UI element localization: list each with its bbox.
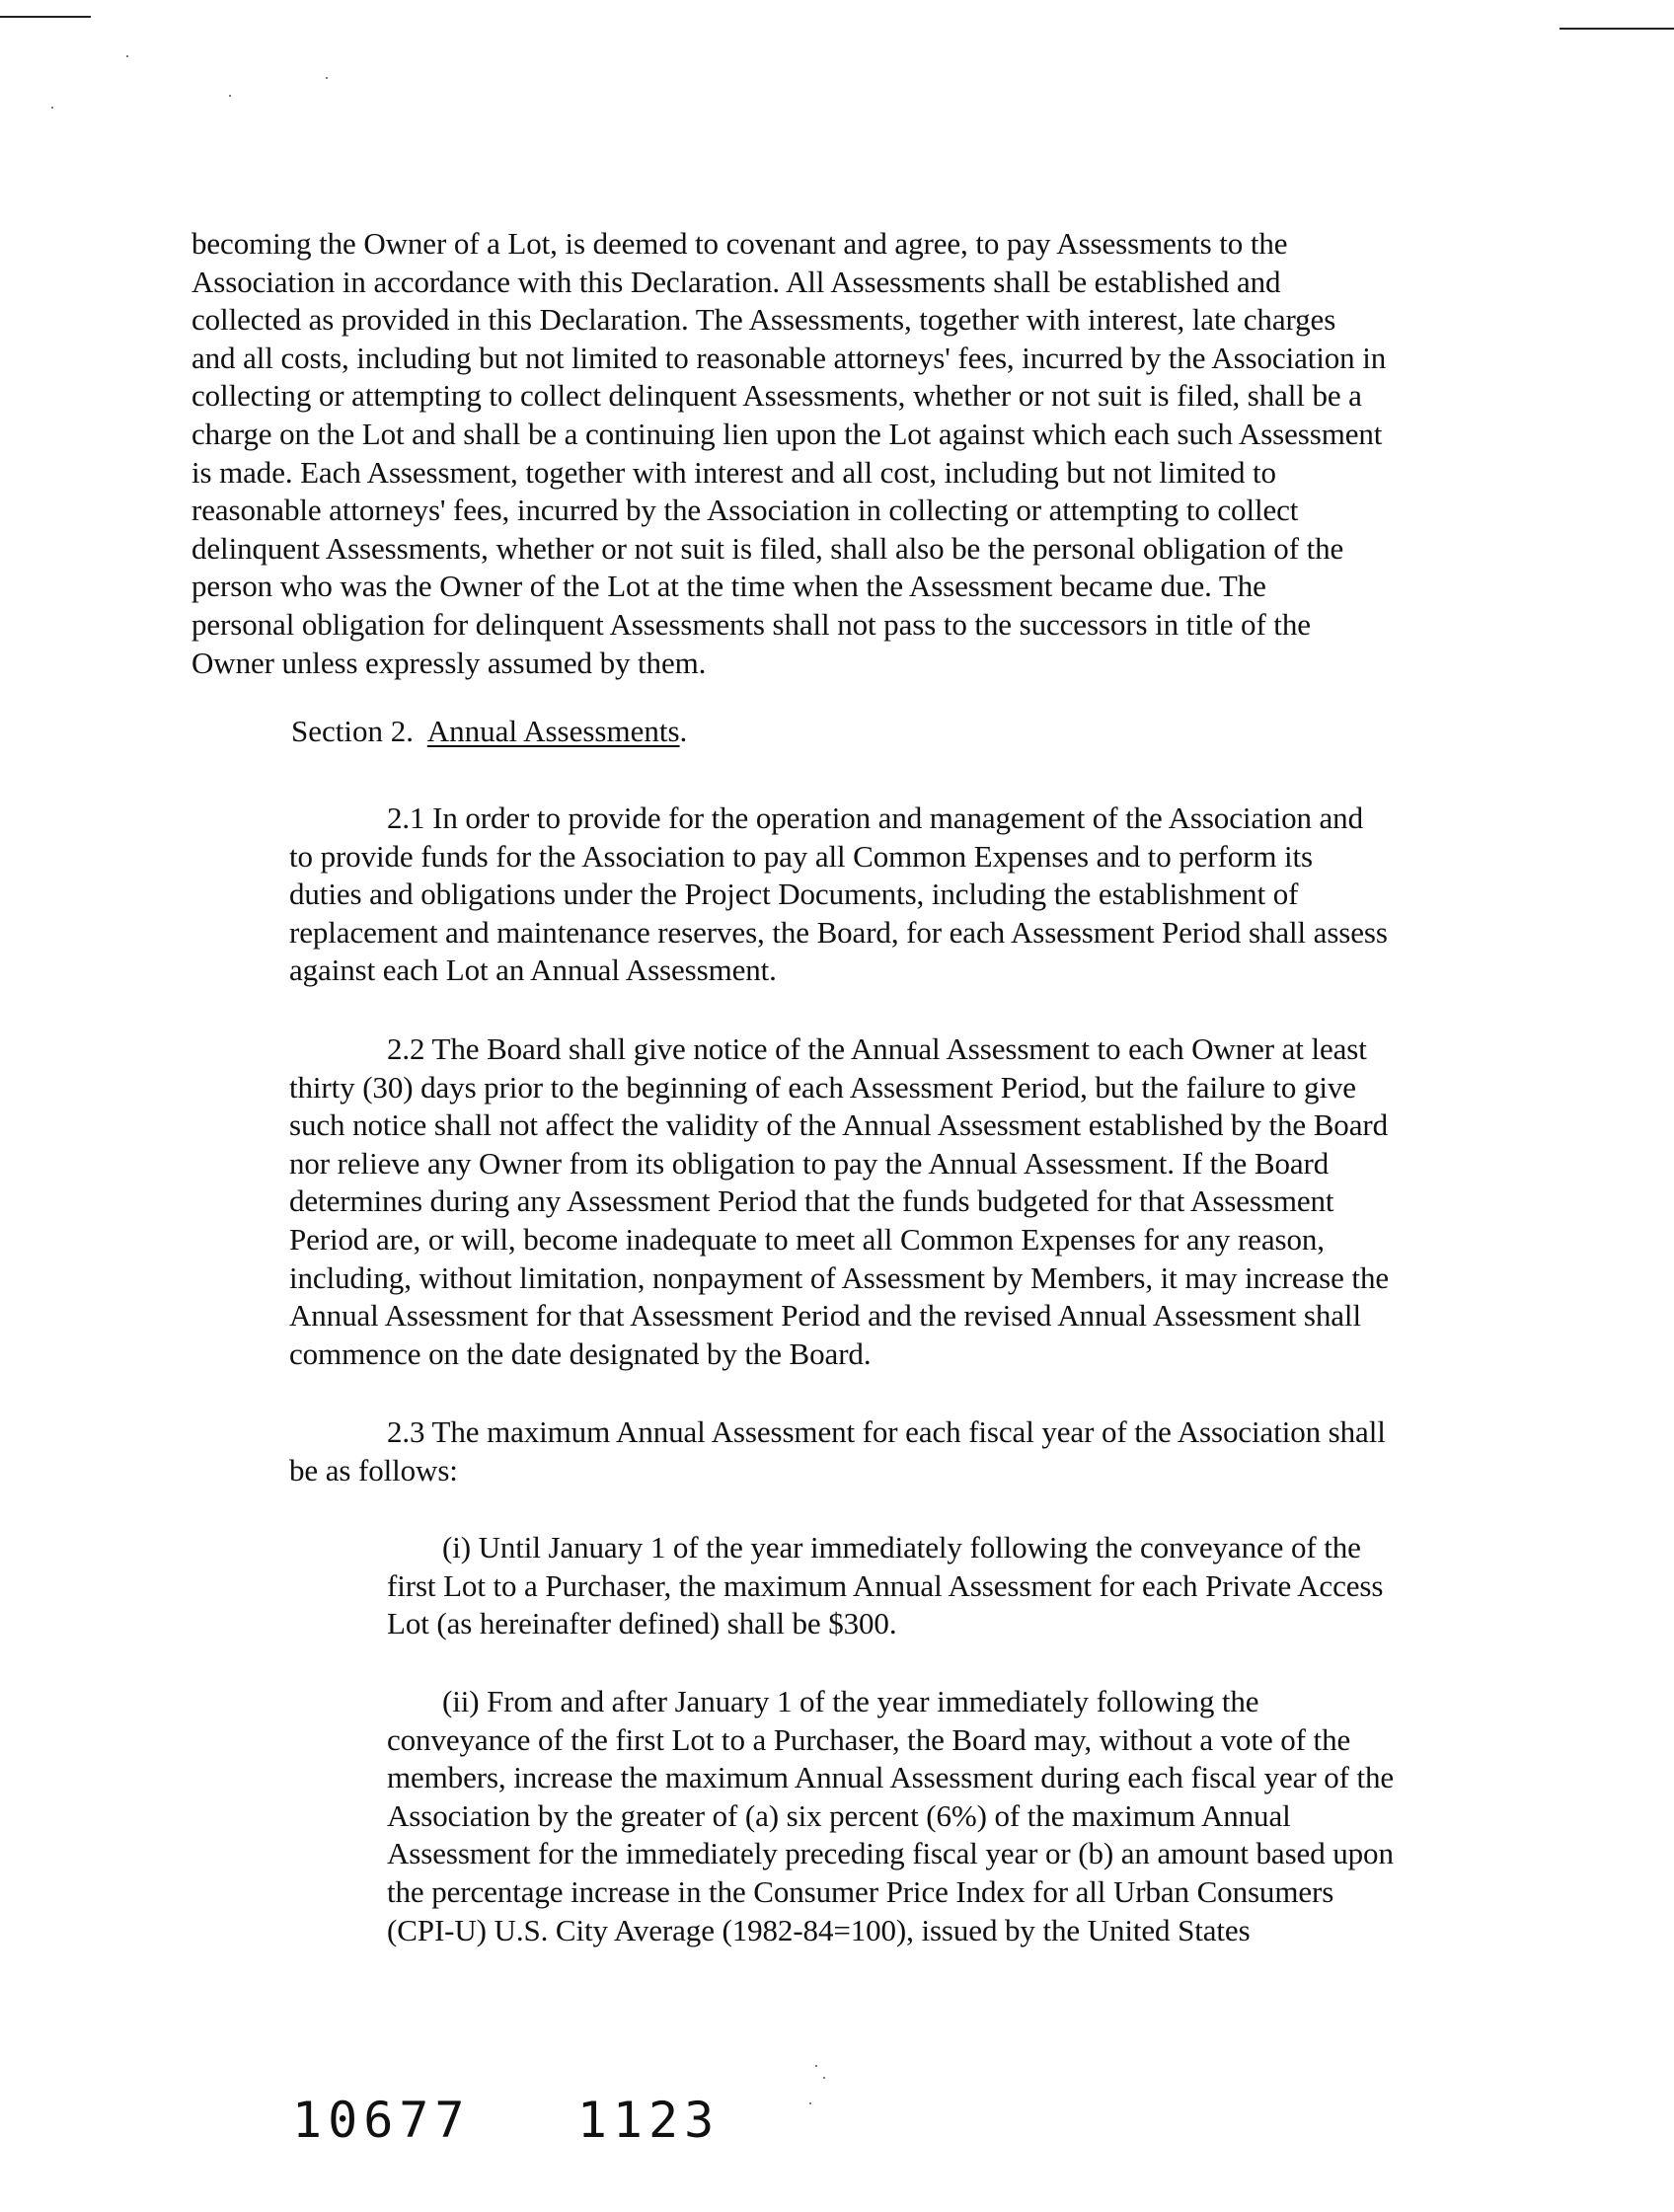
paragraph-line: first Lot to a Purchaser, the maximum Annual Assessment for each Private Access bbox=[387, 1567, 1384, 1603]
scan-edge-line-left bbox=[0, 16, 91, 18]
paragraph-line: delinquent Assessments, whether or not suit is filed, shall also be the personal obligation of the bbox=[191, 530, 1344, 566]
paragraph-line: (CPI-U) U.S. City Average (1982-84=100), issued by the United States bbox=[387, 1912, 1251, 1947]
scan-speck bbox=[126, 55, 128, 57]
scan-speck bbox=[823, 2077, 825, 2079]
paragraph-2-3 bbox=[289, 1413, 1386, 1489]
paragraph-line: Annual Assessment for that Assessment Period and the revised Annual Assessment shall bbox=[289, 1298, 1361, 1334]
scan-speck bbox=[815, 2065, 817, 2067]
paragraph-line: collecting or attempting to collect delinquent Assessments, whether or not suit is filed, shall be a bbox=[191, 378, 1362, 414]
paragraph-line: Period are, or will, become inadequate to meet all Common Expenses for any reason, bbox=[289, 1221, 1325, 1257]
paragraph-line: such notice shall not affect the validity of the Annual Assessment established by the Board bbox=[289, 1107, 1388, 1143]
paragraph-line: including, without limitation, nonpayment of Assessment by Members, it may increase the bbox=[289, 1259, 1390, 1295]
scan-speck bbox=[326, 77, 328, 79]
paragraph-line: 2.3 The maximum Annual Assessment for each fiscal year of the Association shall bbox=[387, 1414, 1386, 1449]
paragraph-line: becoming the Owner of a Lot, is deemed to covenant and agree, to pay Assessments to the bbox=[191, 226, 1288, 261]
paragraph-line: charge on the Lot and shall be a continuing lien upon the Lot against which each such Assessment bbox=[191, 416, 1383, 451]
paragraph-line: determines during any Assessment Period that the funds budgeted for that Assessment bbox=[289, 1183, 1334, 1219]
paragraph-line: (i) Until January 1 of the year immediately following the conveyance of the bbox=[442, 1530, 1361, 1564]
paragraph-line: Assessment for the immediately preceding fiscal year or (b) an amount based upon bbox=[387, 1836, 1394, 1871]
item-ii bbox=[387, 1683, 1394, 1949]
paragraph-line: Lot (as hereinafter defined) shall be $300. bbox=[387, 1606, 897, 1641]
section-title: Annual Assessments bbox=[426, 714, 680, 748]
paragraph-line: replacement and maintenance reserves, the Board, for each Assessment Period shall assess bbox=[289, 914, 1388, 950]
paragraph-line: personal obligation for delinquent Assessments shall not pass to the successors in title of the bbox=[191, 606, 1311, 642]
paragraph-2-1 bbox=[289, 800, 1388, 990]
paragraph-line: the percentage increase in the Consumer Price Index for all Urban Consumers bbox=[387, 1873, 1334, 1909]
paragraph-line: conveyance of the first Lot to a Purchaser, the Board may, without a vote of the bbox=[387, 1721, 1351, 1757]
section-heading bbox=[291, 713, 687, 750]
paragraph-line: 2.2 The Board shall give notice of the Annual Assessment to each Owner at least bbox=[387, 1031, 1367, 1066]
scan-speck bbox=[51, 107, 53, 109]
paragraph-2-2 bbox=[289, 1030, 1389, 1373]
item-i bbox=[387, 1529, 1383, 1643]
paragraph-line: be as follows: bbox=[289, 1452, 458, 1487]
paragraph-line: duties and obligations under the Project Documents, including the establishment of bbox=[289, 877, 1299, 912]
paragraph-line: collected as provided in this Declaration. The Assessments, together with interest, late charges bbox=[191, 302, 1336, 338]
paragraph-line: nor relieve any Owner from its obligation to pay the Annual Assessment. If the Board bbox=[289, 1145, 1330, 1181]
paragraph-line: reasonable attorneys' fees, incurred by the Association in collecting or attempting to collect bbox=[191, 493, 1299, 528]
paragraph-line: person who was the Owner of the Lot at the time when the Assessment became due. The bbox=[191, 569, 1266, 604]
recording-stamp bbox=[292, 2093, 720, 2148]
paragraph-line: to provide funds for the Association to pay all Common Expenses and to perform its bbox=[289, 838, 1314, 874]
paragraph-line: commence on the date designated by the Board. bbox=[289, 1335, 872, 1371]
section-title-suffix: . bbox=[679, 714, 688, 748]
scan-speck bbox=[809, 2102, 811, 2104]
paragraph-line: Owner unless expressly assumed by them. bbox=[191, 645, 707, 680]
scan-speck bbox=[229, 95, 231, 97]
paragraph-line: against each Lot an Annual Assessment. bbox=[289, 953, 777, 988]
paragraph-line: (ii) From and after January 1 of the year immediately following the bbox=[442, 1684, 1259, 1718]
book-number: 10677 bbox=[292, 2092, 471, 2149]
paragraph-line: Association by the greater of (a) six percent (6%) of the maximum Annual bbox=[387, 1797, 1291, 1833]
paragraph-line: members, increase the maximum Annual Assessment during each fiscal year of the bbox=[387, 1760, 1395, 1795]
paragraph-line: thirty (30) days prior to the beginning of each Assessment Period, but the failure to give bbox=[289, 1069, 1356, 1105]
intro-paragraph bbox=[191, 225, 1386, 682]
paragraph-line: is made. Each Assessment, together with interest and all cost, including but not limited to bbox=[191, 454, 1276, 490]
paragraph-line: Association in accordance with this Declaration. All Assessments shall be established and bbox=[191, 264, 1281, 299]
section-number: Section 2. bbox=[291, 714, 414, 748]
page-number: 1123 bbox=[576, 2092, 721, 2149]
scan-edge-line-right bbox=[1560, 28, 1674, 30]
paragraph-line: and all costs, including but not limited to reasonable attorneys' fees, incurred by the Association in bbox=[191, 340, 1387, 375]
paragraph-line: 2.1 In order to provide for the operation and management of the Association and bbox=[387, 801, 1363, 835]
